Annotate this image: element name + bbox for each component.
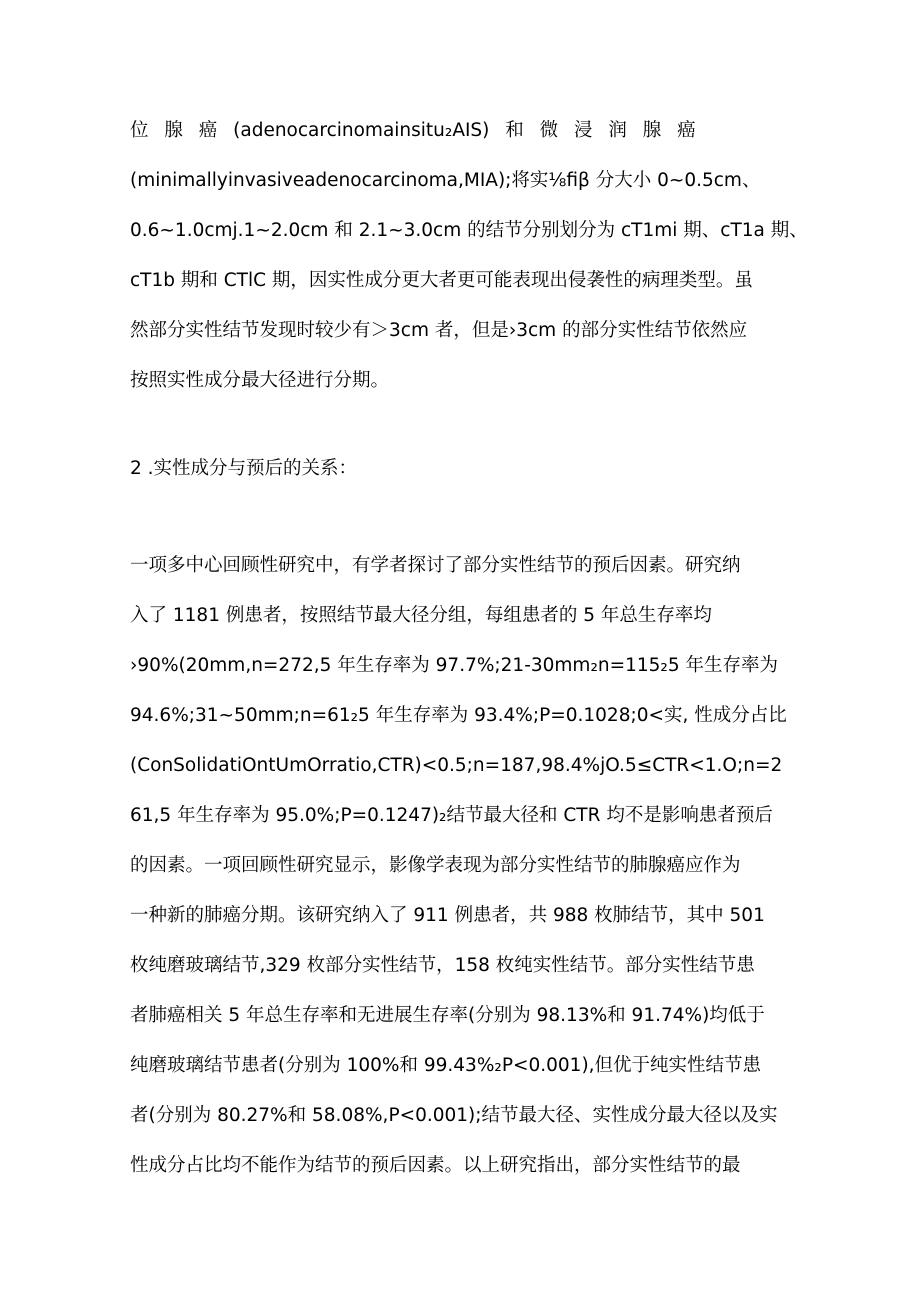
- text-line: 者肺癌相关 5 年总生存率和无进展生存率(分别为 98.13%和 91.74%)均低于: [130, 1005, 765, 1026]
- text-line: 性成分占比均不能作为结节的预后因素。以上研究指出，部分实性结节的最: [130, 1155, 741, 1176]
- text-line: 入了 1181 例患者，按照结节最大径分组，每组患者的 5 年总生存率均: [130, 605, 712, 626]
- text-line: (ConSolidatiOntUmOrratio,CTR)<0.5;n=187,98.4%jO.5≤CTR<1.O;n=2: [130, 755, 783, 776]
- text-line: 一项多中心回顾性研究中，有学者探讨了部分实性结节的预后因素。研究纳: [130, 555, 741, 576]
- text-line: 按照实性成分最大径进行分期。: [130, 370, 390, 391]
- text-line: 的因素。一项回顾性研究显示，影像学表现为部分实性结节的肺腺癌应作为: [130, 855, 741, 876]
- text-line: 然部分实性结节发现时较少有＞3cm 者，但是›3cm 的部分实性结节依然应: [130, 320, 748, 341]
- text-line: 枚纯磨玻璃结节,329 枚部分实性结节，158 枚纯实性结节。部分实性结节患: [130, 955, 755, 976]
- section-heading: 2 .实性成分与预后的关系：: [130, 458, 358, 479]
- text-line: (minimallyinvasiveadenocarcinoma,MIA);将实⅛fiβ 分大小 0~0.5cm、: [130, 170, 761, 191]
- text-line: 纯磨玻璃结节患者(分别为 100%和 99.43%₂P<0.001),但优于纯实性结节患: [130, 1055, 762, 1076]
- text-line: cT1b 期和 CTlC 期，因实性成分更大者更可能表现出侵袭性的病理类型。虽: [130, 270, 753, 291]
- text-line: 61,5 年生存率为 95.0%;P=0.1247)₂结节最大径和 CTR 均不是影响患者预后: [130, 805, 773, 826]
- text-line: 位 腺 癌 (adenocarcinomainsitu₂AIS) 和 微 浸 润 腺 癌: [130, 120, 696, 141]
- text-line: ›90%(20mm,n=272,5 年生存率为 97.7%;21-30mm₂n=115₂5 年生存率为: [130, 655, 778, 676]
- text-line: 94.6%;31~50mm;n=61₂5 年生存率为 93.4%;P=0.1028;0<实, 性成分占比: [130, 705, 787, 726]
- text-line: 者(分别为 80.27%和 58.08%,P<0.001);结节最大径、实性成分最大径以及实: [130, 1105, 778, 1126]
- text-line: 0.6~1.0cmj.1~2.0cm 和 2.1~3.0cm 的结节分别划分为 cT1mi 期、cT1a 期、: [130, 220, 808, 241]
- text-line: 一种新的肺癌分期。该研究纳入了 911 例患者，共 988 枚肺结节，其中 501: [130, 905, 765, 926]
